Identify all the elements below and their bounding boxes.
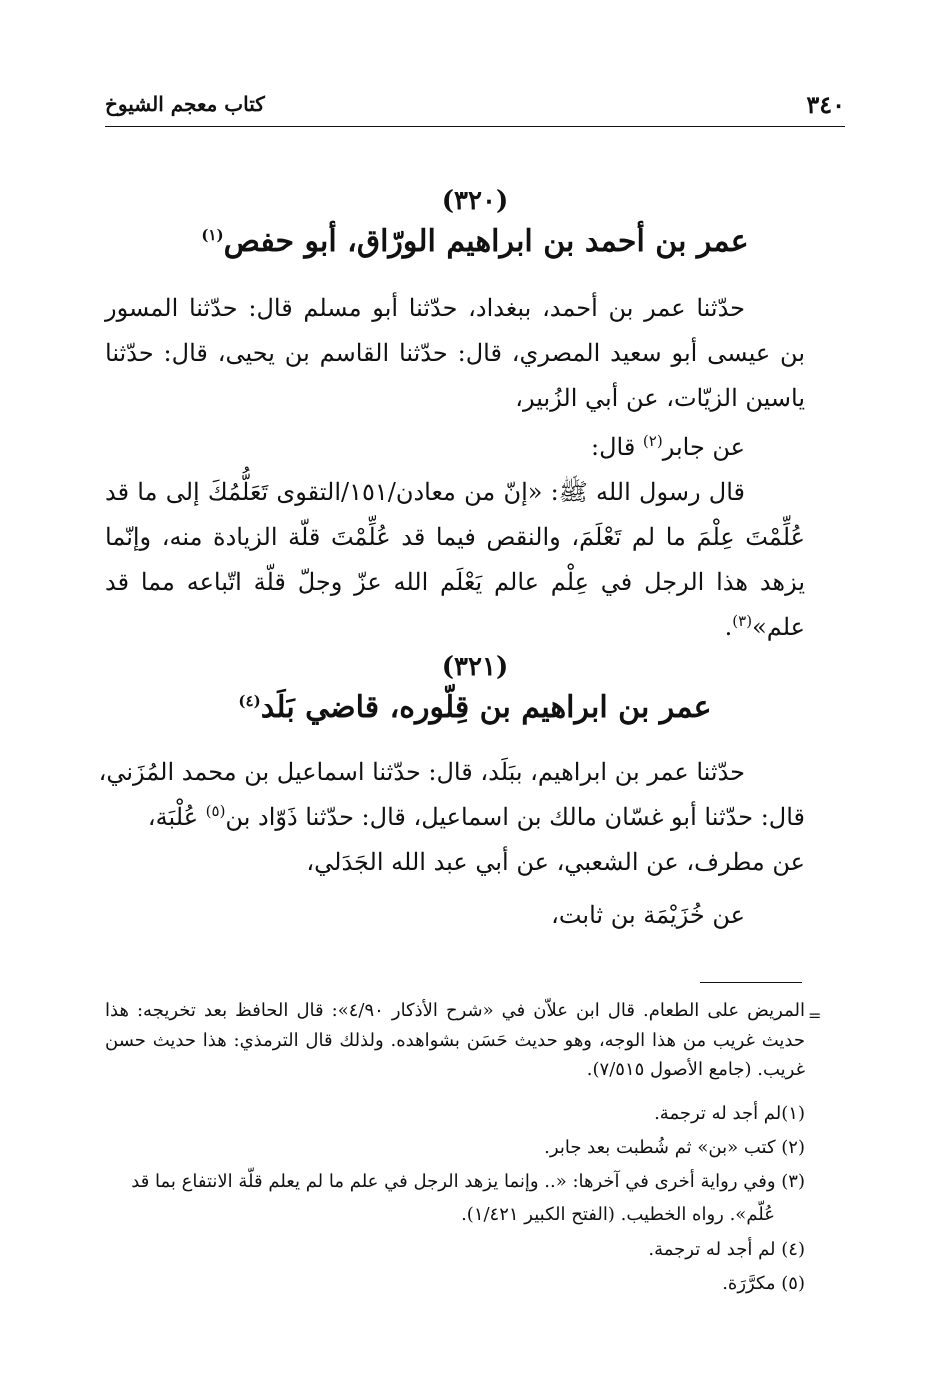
footnote-ref: (٤) (238, 692, 261, 710)
isnad-text-end: عُلْبَة، (147, 803, 206, 831)
entry-title (105, 224, 845, 259)
entry-number: (٣٢١) (441, 652, 509, 682)
footnote-2: (٢) كتب «بن» ثم شُطبت بعد جابر. (544, 1137, 805, 1158)
footnote-ref: (٢) (642, 432, 663, 450)
footnote-ref: (٣) (732, 612, 753, 630)
isnad-text: قال: حدّثنا أبو غسّان مالك بن اسماعيل، قال: حدّثنا ذَوّاد بن (225, 803, 805, 831)
isnad-line: عن مطرف، عن الشعبي، عن أبي عبد الله الجَدَلي، (306, 848, 805, 876)
continuation-marker: = (808, 1006, 822, 1025)
entry-number: (٣٢٠) (441, 186, 509, 216)
footnote-continued: المريض على الطعام. قال ابن علاّن في «شرح الأذكار ٤/٩٠»: قال الحافظ بعد تخريجه: هذا حديث غريب من هذا الوجه، وهو حديث حَسَن بشواهده. ولذلك قال الترمذي: هذا حديث حسن غريب. (جامع الأصول ٧/٥١٥). (105, 1000, 805, 1080)
isnad-text: عن جابر (662, 433, 745, 461)
footnote-5: (٥) مكرَّرَة. (722, 1273, 805, 1294)
footnote-1: (١)لم أجد له ترجمة. (654, 1103, 805, 1124)
isnad-paragraph: حدّثنا عمر بن أحمد، ببغداد، حدّثنا أبو مسلم قال: حدّثنا المسور بن عيسى أبو سعيد المصري، قال: حدّثنا القاسم بن يحيى، قال: حدّثنا ياسين الزيّات، عن أبي الزُبير، (105, 294, 806, 412)
entry-title (105, 690, 845, 725)
hadith-paragraph (105, 470, 805, 650)
book-title: كتاب معجم الشيوخ (105, 92, 265, 116)
isnad-line: حدّثنا عمر بن ابراهيم، ببَلَد، قال: حدّثنا اسماعيل بن محمد المُزَني، (98, 758, 745, 786)
isnad-text-end: قال: (590, 433, 643, 461)
header-rule (105, 126, 845, 127)
page-number: ٣٤٠ (806, 90, 845, 119)
footnote-4: (٤) لم أجد له ترجمة. (648, 1239, 805, 1260)
isnad-line (105, 425, 805, 470)
footnote-rule (700, 982, 802, 983)
isnad-line (105, 795, 805, 840)
footnote-ref: (١) (201, 226, 224, 244)
hadith-text: قال رسول الله ﷺ: «إنّ من معادن/١٥١/التقوى تَعَلُّمُكَ إلى ما قد عُلِّمْتَ عِلْمَ ما لم تَعْلَمَ، والنقص فيما قد عُلِّمْتَ قلّة الزيادة منه، وإنّما يزهد هذا الرجل في عِلْم عالم يَعْلَم الله عزّ وجلّ قلّة اتّباعه مما قد علم» (105, 478, 805, 641)
footnote-3-continued: عُلّم». رواه الخطيب. (الفتح الكبير ١/٤٢١). (461, 1204, 775, 1225)
isnad-line: عن خُزَيْمَة بن ثابت، (551, 901, 745, 929)
hadith-end: . (724, 613, 733, 641)
footnote-3: (٣) وفي رواية أخرى في آخرها: «.. وإنما يزهد الرجل في علم ما لم يعلم قلّة الانتفاع بما قد (131, 1171, 805, 1192)
entry-title-text: عمر بن أحمد بن ابراهيم الورّاق، أبو حفص (223, 224, 749, 259)
running-header (105, 90, 845, 124)
entry-title-text: عمر بن ابراهيم بن قِلّوره، قاضي بَلَد (260, 690, 712, 725)
footnote-ref: (٥) (205, 802, 226, 820)
